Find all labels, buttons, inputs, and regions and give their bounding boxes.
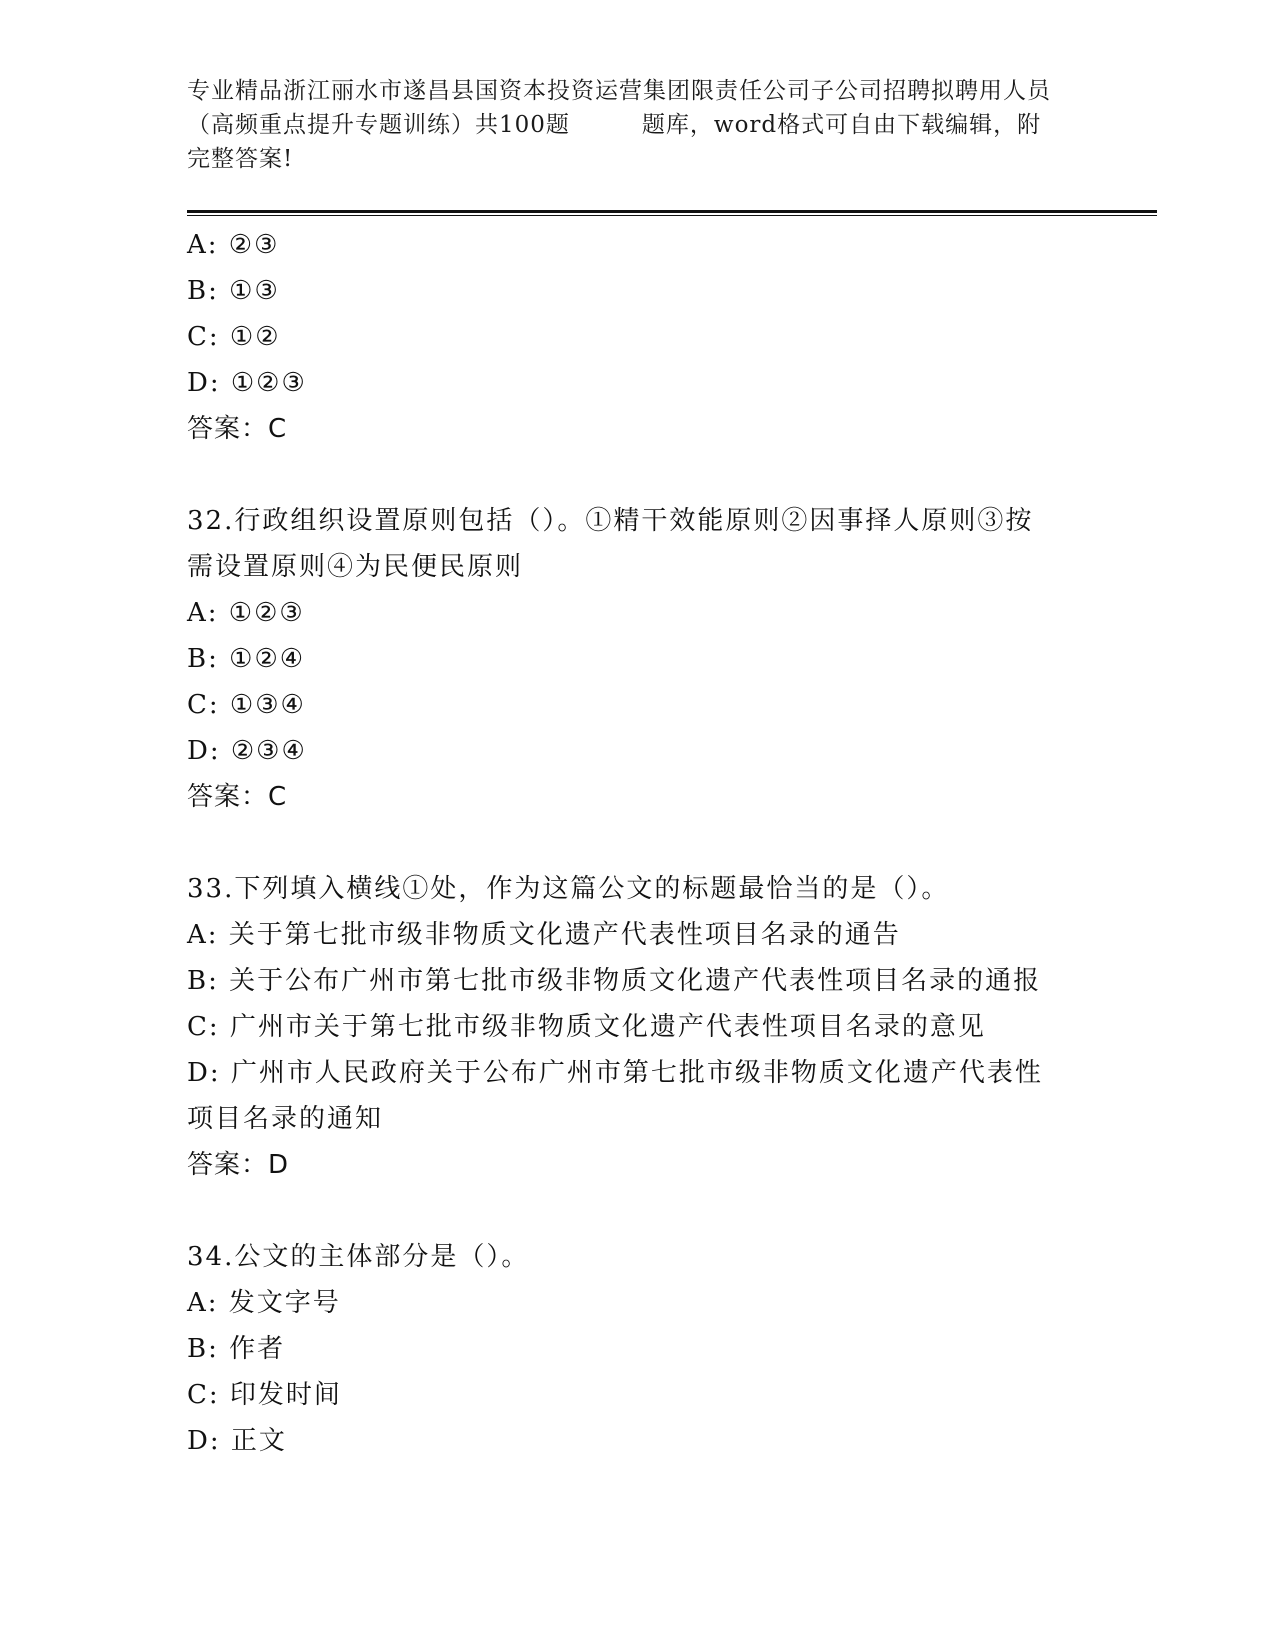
header-divider-thin	[187, 215, 1157, 216]
spacer	[187, 820, 1087, 866]
header-line-2: （高频重点提升专题训练）共100题 题库，word格式可自由下载编辑，附	[187, 112, 1042, 138]
option-b: B: 作者	[187, 1334, 286, 1364]
page-header	[187, 74, 1087, 176]
spacer	[187, 452, 1087, 498]
option-c: C: 印发时间	[187, 1380, 342, 1410]
question-31	[187, 222, 1087, 452]
header-line-1: 专业精品浙江丽水市遂昌县国资本投资运营集团限责任公司子公司招聘拟聘用人员	[187, 78, 1051, 104]
question-stem: 34.公文的主体部分是（）。	[187, 1242, 530, 1272]
option-a: A: 发文字号	[187, 1288, 341, 1318]
option-d: D: ②③④	[187, 736, 307, 766]
document-body	[187, 222, 1087, 1464]
option-a: A: ②③	[187, 230, 280, 260]
question-stem: 33.下列填入横线①处，作为这篇公文的标题最恰当的是（）。	[187, 874, 950, 904]
option-c: C: 广州市关于第七批市级非物质文化遗产代表性项目名录的意见	[187, 1012, 986, 1042]
header-line-3: 完整答案!	[187, 146, 294, 172]
spacer	[187, 1188, 1087, 1234]
question-33	[187, 866, 1087, 1188]
answer: 答案：C	[187, 782, 288, 812]
option-d-cont: 项目名录的通知	[187, 1104, 384, 1134]
option-d: D: 正文	[187, 1426, 287, 1456]
option-c: C: ①③④	[187, 690, 306, 720]
answer: 答案：D	[187, 1150, 290, 1180]
question-stem-cont: 需设置原则④为民便民原则	[187, 552, 524, 582]
question-32	[187, 498, 1087, 820]
option-b: B: ①③	[187, 276, 280, 306]
header-divider-thick	[187, 210, 1157, 213]
option-d: D: ①②③	[187, 368, 307, 398]
option-c: C: ①②	[187, 322, 281, 352]
option-a: A: ①②③	[187, 598, 305, 628]
question-34	[187, 1234, 1087, 1464]
question-stem: 32.行政组织设置原则包括（）。①精干效能原则②因事择人原则③按	[187, 506, 1034, 536]
option-a: A: 关于第七批市级非物质文化遗产代表性项目名录的通告	[187, 920, 901, 950]
option-d: D: 广州市人民政府关于公布广州市第七批市级非物质文化遗产代表性	[187, 1058, 1043, 1088]
answer: 答案：C	[187, 414, 288, 444]
option-b: B: 关于公布广州市第七批市级非物质文化遗产代表性项目名录的通报	[187, 966, 1042, 996]
option-b: B: ①②④	[187, 644, 306, 674]
